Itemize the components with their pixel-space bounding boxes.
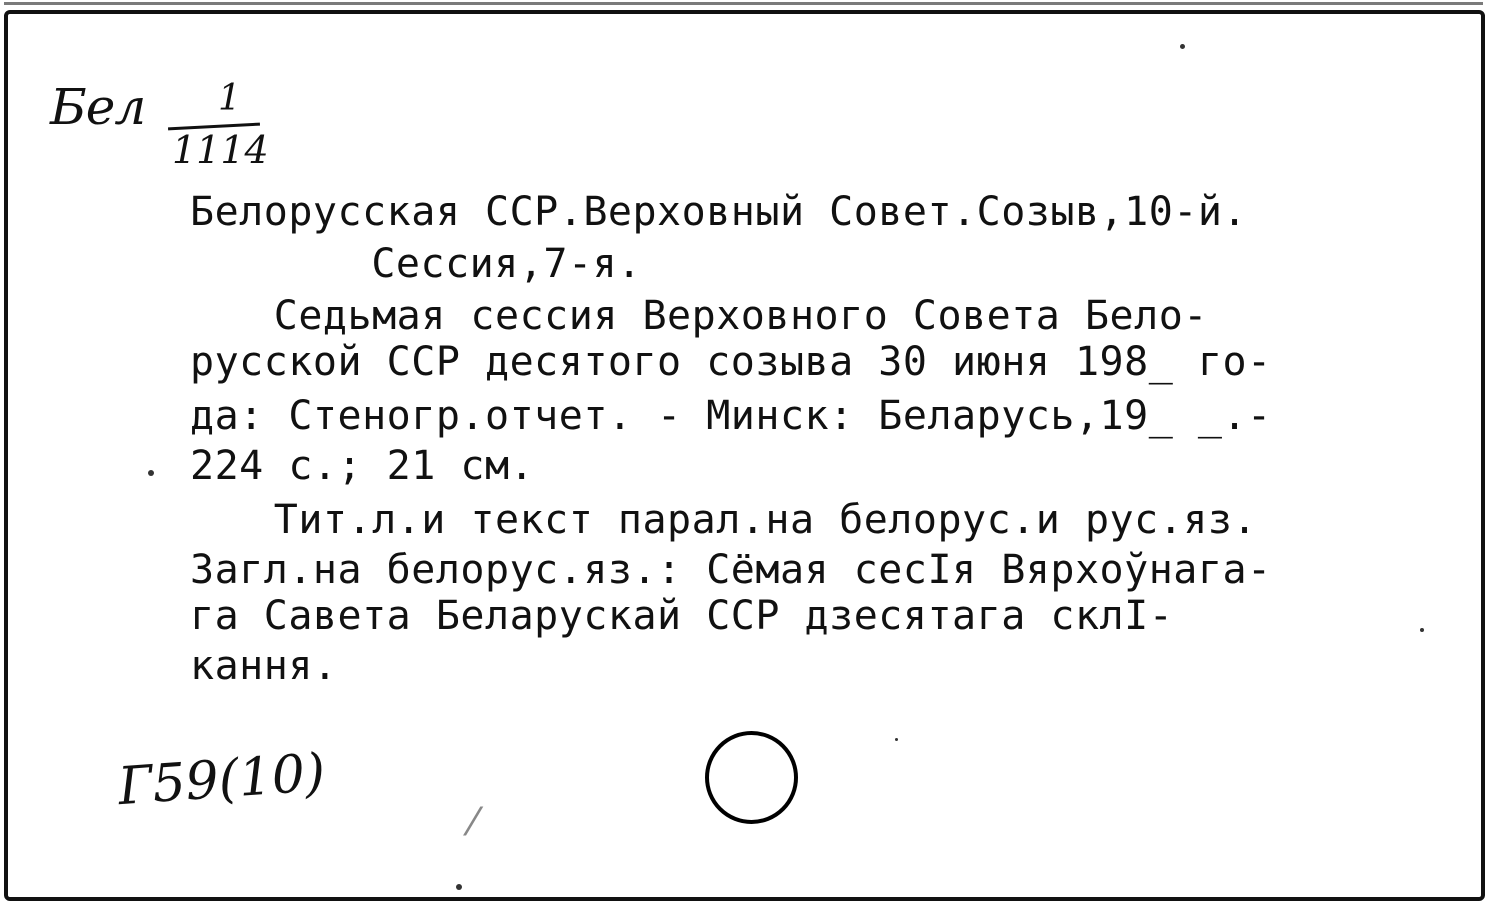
card-line-2: Сессия,7-я. (273, 241, 642, 287)
dust-speck (1420, 628, 1424, 632)
dust-speck (148, 470, 154, 476)
card-line-5: да: Стеногр.отчет. - Минск: Беларусь,19_ _.- (190, 393, 1272, 439)
shelf-mark-denominator: 1114 (172, 128, 269, 172)
dust-speck (456, 884, 462, 890)
card-line-4: русской ССР десятого созыва 30 июня 198_ го- (190, 339, 1272, 385)
shelf-mark-numerator: 1 (218, 78, 241, 119)
dust-speck (1180, 44, 1185, 49)
card-line-9: га Савета Беларускай ССР дзесятага склI- (190, 593, 1174, 639)
faint-pencil-mark: ⁄ (470, 800, 477, 844)
card-top-edge (4, 2, 1483, 5)
punch-hole-circle (705, 731, 798, 824)
card-line-3: Седьмая сессия Верховного Совета Бело- (200, 293, 1208, 339)
card-line-1: Белорусская ССР.Верховный Совет.Созыв,10-й. (190, 189, 1248, 235)
card-line-8: Загл.на белорус.яз.: Сёмая сесIя Вярхоўнага- (190, 547, 1272, 593)
card-line-6: 224 с.; 21 см. (190, 443, 535, 489)
dust-speck (895, 738, 898, 741)
card-line-10: кання. (190, 643, 338, 689)
card-line-7: Тит.л.и текст парал.на белорус.и рус.яз. (200, 497, 1258, 543)
classification-mark: Г59(10) (116, 742, 328, 818)
shelf-mark-prefix: Бел (50, 78, 146, 136)
